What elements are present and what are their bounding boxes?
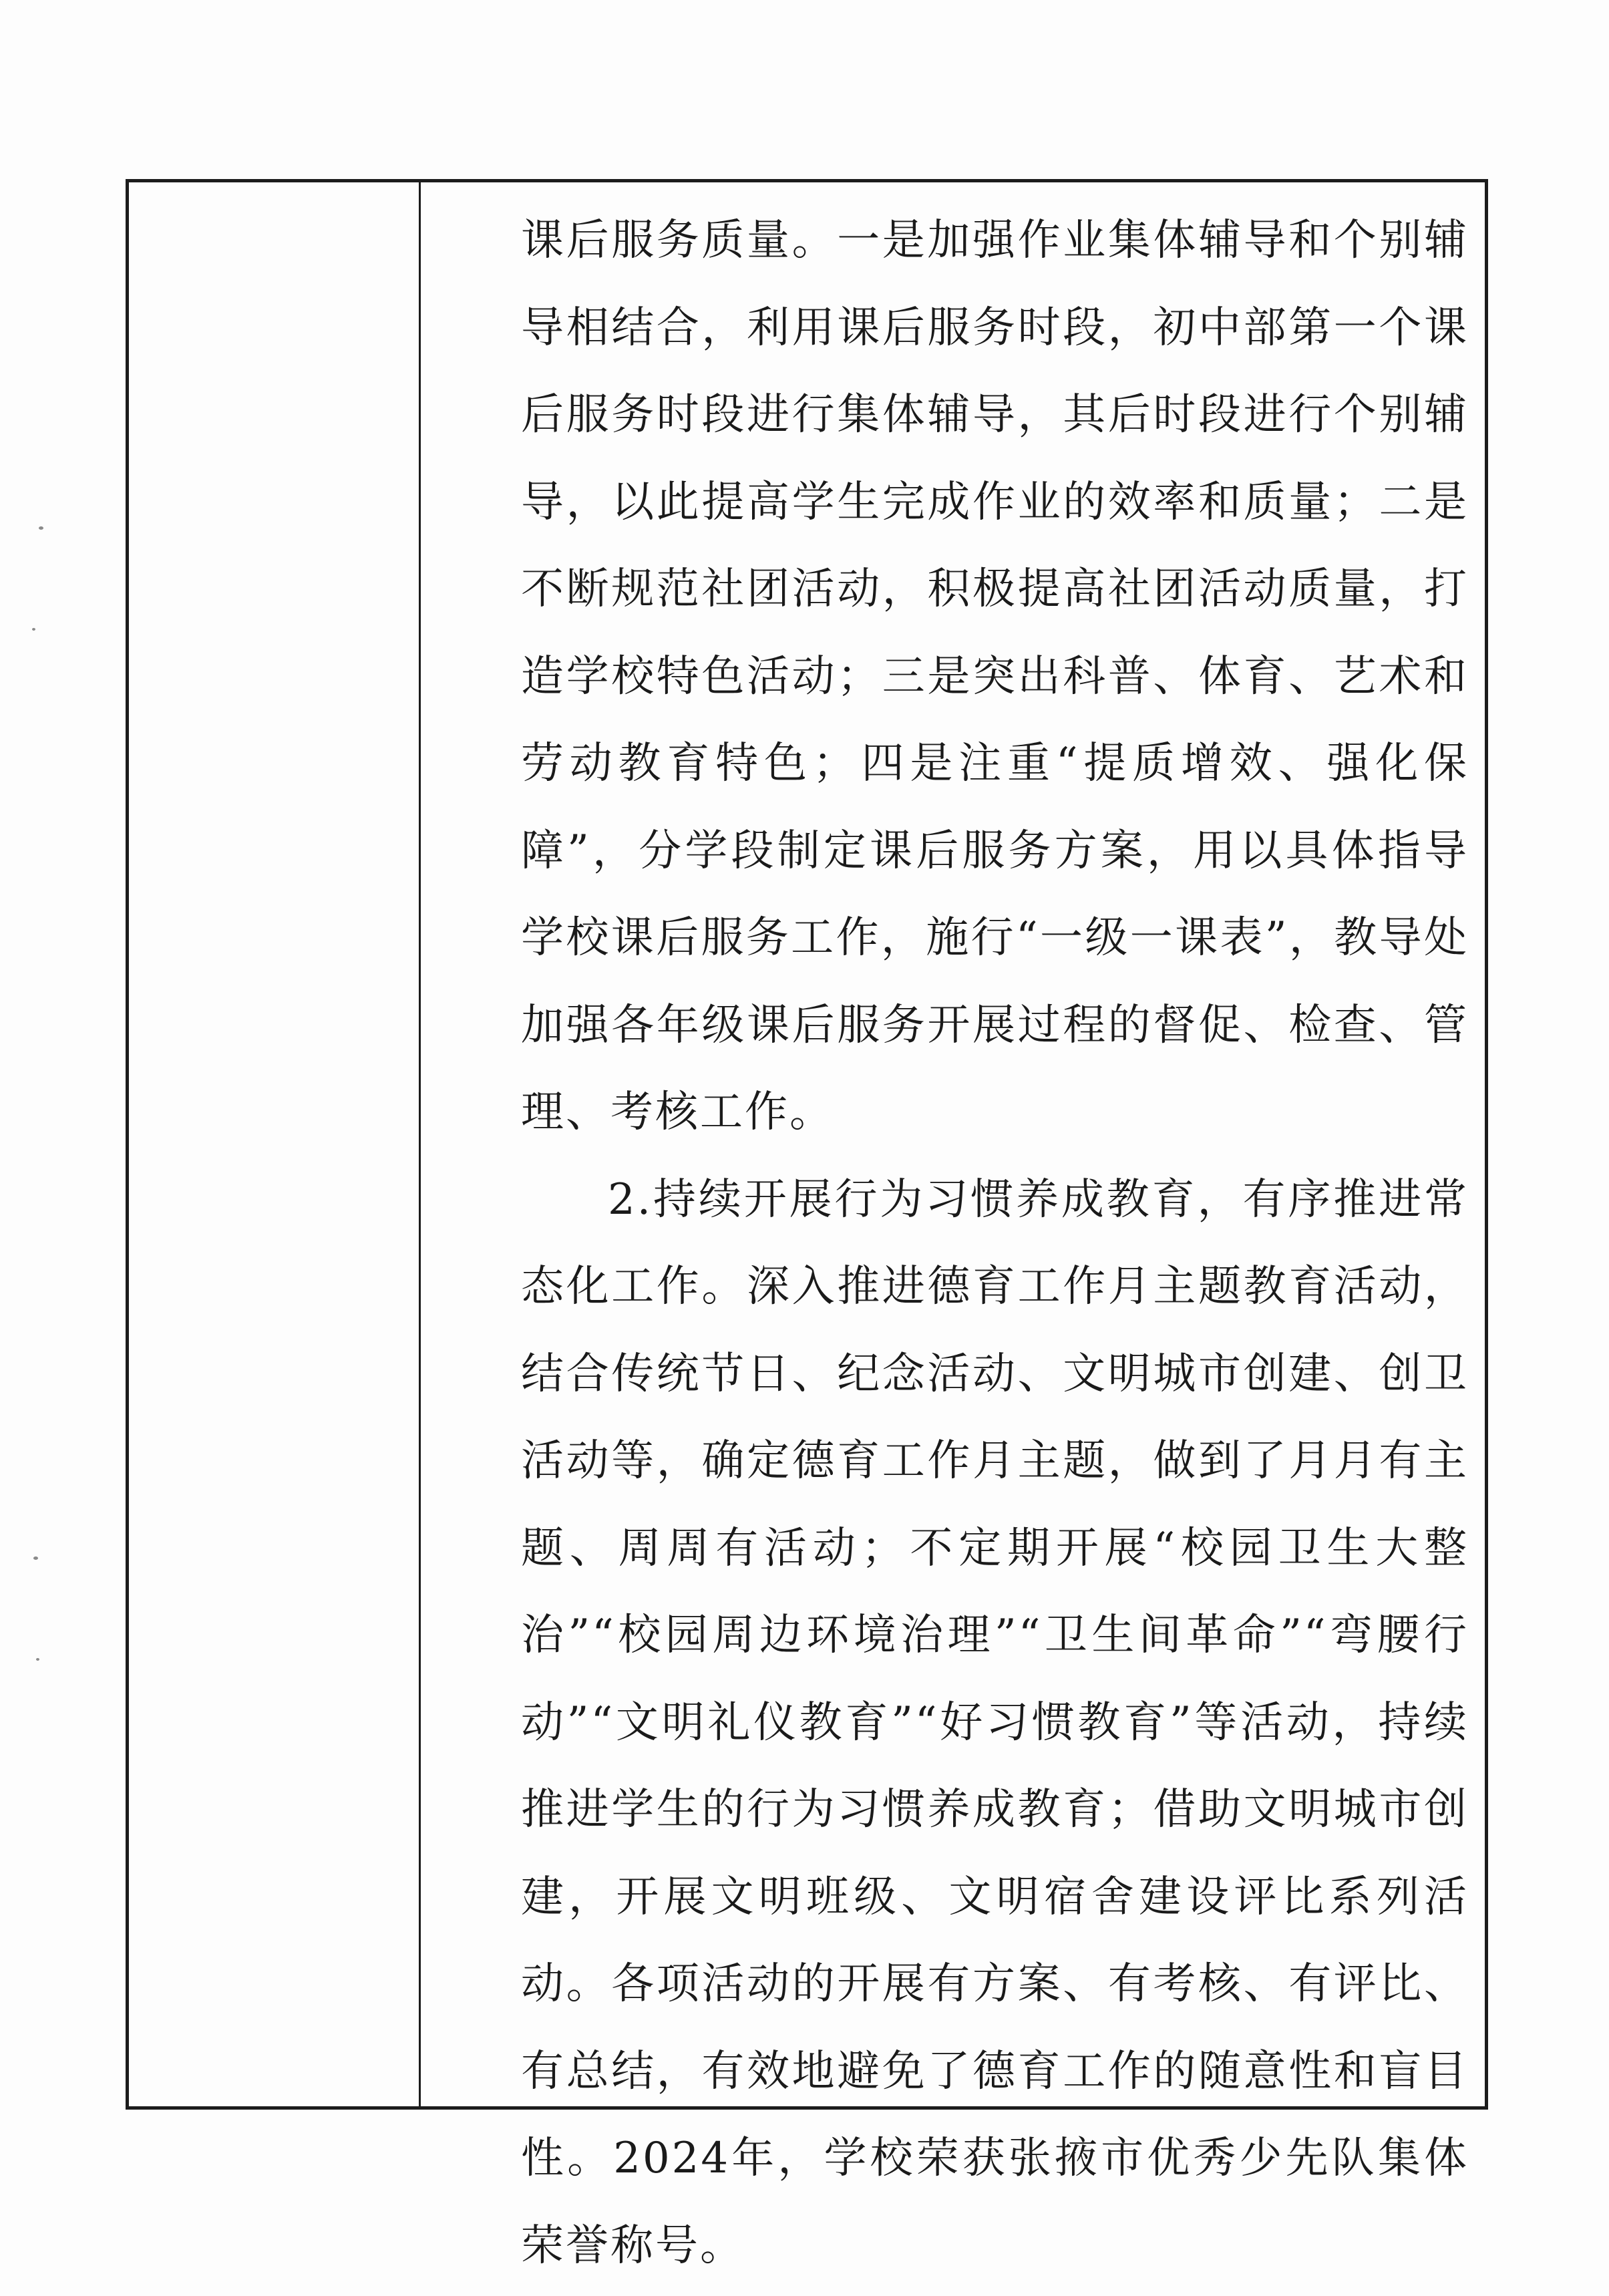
table-left-cell: [129, 182, 421, 2106]
table-right-cell: [421, 182, 1485, 2271]
content-table: [126, 179, 1488, 2271]
scan-speck: [32, 628, 35, 631]
scan-speck: [36, 1658, 39, 1661]
body-paragraph: 2.持续开展行为习惯养成教育，有序推进常态化工作。深入推进德育工作月主题教育活动，结合传统节日、纪念活动、文明城市创建、创卫活动等，确定德育工作月主题，做到了月月有主题、周周有活动；不定期开展“校园卫生大整治”“校园周边环境治理”“卫生间革命”“弯腰行动”“文明礼仪教育”“好习惯教育”等活动，持续推进学生的行为习惯养成教育；借助文明城市创建，开展文明班级、文明宿舍建设评比系列活动。各项活动的开展有方案、有考核、有评比、有总结，有效地避免了德育工作的随意性和盲目性。2024年，学校荣获张掖市优秀少先队集体荣誉称号。: [521, 1174, 1469, 2271]
body-paragraph: 课后服务质量。一是加强作业集体辅导和个别辅导相结合，利用课后服务时段，初中部第一个课后服务时段进行集体辅导，其后时段进行个别辅导，以此提高学生完成作业的效率和质量；二是不断规范社团活动，积极提高社团活动质量，打造学校特色活动；三是突出科普、体育、艺术和劳动教育特色；四是注重“提质增效、强化保障”，分学段制定课后服务方案，用以具体指导学校课后服务工作，施行“一级一课表”，教导处加强各年级课后服务开展过程的督促、检查、管理、考核工作。: [521, 216, 1469, 1137]
scan-speck: [33, 1556, 38, 1560]
scan-speck: [39, 526, 43, 530]
